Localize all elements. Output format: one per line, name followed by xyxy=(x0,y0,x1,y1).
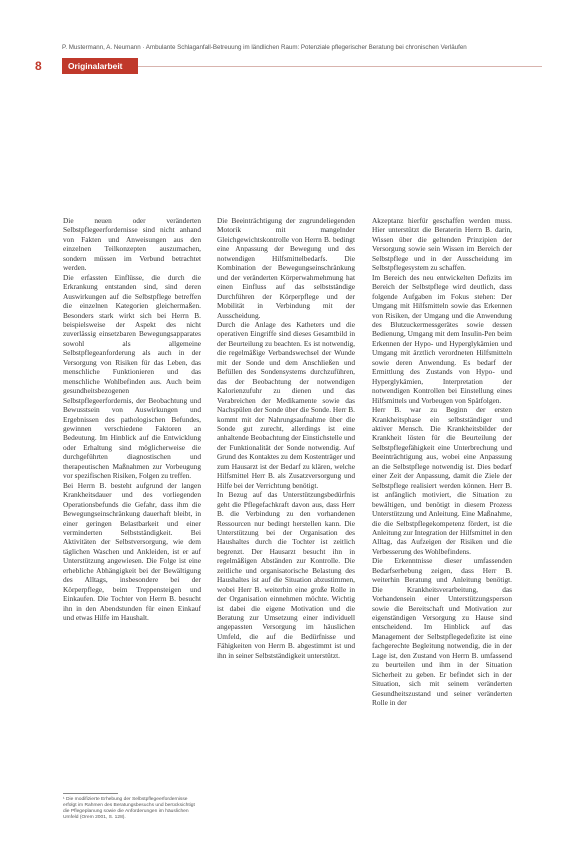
section-label: Originalarbeit xyxy=(62,58,138,74)
paragraph: Die erfassten Einflüsse, die durch die Erkrankung entstanden sind, sind deren Auswirkungen auf die Selbstpflege betreffen die einzelnen Kategorien gleichermaßen. Besonders stark wirkt sich bei Herrn B. beispielsweise der Aspekt des nicht zuverlässig einsetzbaren Bewegungsapparates sowohl als allgemeine Selbstpflegeanforderung als auch in der Versorgung von Risiken für das Leben, das menschliche Funktionieren und das menschliche Wohlbefinden aus. Auch beim gesundheitsbezogenen Selbstpflegeerfordernis, der Beobachtung und Bewusstsein von Auswirkungen und Ergebnissen des pathologischen Befundes, gewinnen verschiedene Faktoren an Bedeutung. Im Hinblick auf die Entwicklung oder Erhaltung sind möglicherweise die durchgeführten diagnostischen und therapeutischen Maßnahmen zur Vorbeugung vor spezifischen Risiken, Folgen zu treffen. xyxy=(63,272,201,481)
paragraph: In Bezug auf das Unterstützungsbedürfnis geht die Pflegefachkraft davon aus, dass Herr B. die Verbindung zu den vorhandenen Ressourcen nur bedingt herstellen kann. Die Unterstützung bei der Organisation des Haushaltes durch die Tochter ist zeitlich begrenzt. Der Hausarzt besucht ihn in regelmäßigen Abständen zur Kontrolle. Die zeitliche und organisatorische Belastung des Haushaltes ist auf die Situation abzustimmen, wobei Herr B. weiterhin eine große Rolle in der Organisation einnehmen möchte. Wichtig ist dabei die eigene Motivation und die Beratung zur Umsetzung einer individuell angepassten Versorgung im häuslichen Umfeld, die auf die Bedürfnisse und Fähigkeiten von Herrn B. abgestimmt ist und ihn in seiner Selbstständigkeit unterstützt. xyxy=(217,490,355,660)
paragraph: Die Erkenntnisse dieser umfassenden Bedarfserhebung zeigen, dass Herr B. weiterhin Beratung und Anleitung benötigt. Die Krankheitsverarbeitung, das Vorhandensein einer Unterstützungsperson sowie die Bereitschaft und Motivation zur eigenständigen Versorgung zu Hause sind entscheidend. Im Hinblick auf das Management der Selbstpflegedefizite ist eine fachgerechte Begleitung notwendig, die in der Lage ist, den Zustand von Herrn B. umfassend zu beurteilen und ihm in der Situation Sicherheit zu geben. Er befindet sich in der Situation, sich mit seinem veränderten Gesundheitszustand und seiner veränderten Rolle in der xyxy=(372,556,512,708)
running-head: P. Mustermann, A. Neumann · Ambulante Schlaganfall-Betreuung im ländlichen Raum: Potenziale pflegerischer Beratung bei chronischen Verläufen xyxy=(62,44,467,51)
text-column-1 xyxy=(63,216,201,622)
paragraph: Die Beeinträchtigung der zugrundeliegenden Motorik mit mangelnder Gleichgewichtskontrolle von Herrn B. bedingt eine Anpassung der Bewegung und des notwendigen Hilfsmittelbedarfs. Die Kombination der Bewegungseinschränkung und der veränderten Körperwahrnehmung hat einen Einfluss auf das selbstständige Durchführen der Körperpflege und der Mobilität in Verbindung mit der Ausscheidung. xyxy=(217,216,355,320)
paragraph: Im Bereich des neu entwickelten Defizits im Bereich der Selbstpflege wird deutlich, dass folgende Aufgaben im Fokus stehen: Der Umgang mit Hilfsmitteln sowie das Erkennen von Risiken, der Umgang und die Anwendung des Blutzuckermessgerätes sowie dessen Bedienung, Umgang mit dem Insulin-Pen beim Erkennen der Hypo- und Hyperglykämien und Umgang mit ärztlich verordneten Hilfsmitteln sowie deren Anwendung. Es bedarf der Ermittlung des Zustands von Hypo- und Hyperglykämien, Interpretation der notwendigen Kontrollen bei Einstellung eines Hilfsmittels und Vorbeugen von Spätfolgen. xyxy=(372,272,512,405)
text-column-3 xyxy=(372,216,512,708)
header-rule xyxy=(138,66,542,67)
paragraph: Bei Herrn B. besteht aufgrund der langen Krankheitsdauer und des vorliegenden Operationsbefunds die Gefahr, dass ihm die Bewegungseinschränkung dauerhaft bleibt, in einer geringen Belastbarkeit und einer verminderten Selbstständigkeit. Bei Aktivitäten der Selbstversorgung, wie dem täglichen Waschen und Ankleiden, ist er auf Unterstützung angewiesen. Die Folge ist eine erhebliche Abhängigkeit bei der Bewältigung des Alltags, insbesondere bei der Körperpflege, beim Treppensteigen und Einkaufen. Die Tochter von Herrn B. besucht ihn in den Abendstunden für einen Einkauf und etwas Hilfe im Haushalt. xyxy=(63,480,201,623)
footnote-rule xyxy=(63,793,118,794)
paragraph: Herr B. war zu Beginn der ersten Krankheitsphase ein selbstständiger und aktiver Mensch. Die Krankheitsbilder der Krankheit lösten für die Beurteilung der Selbstpflegefähigkeit eine Unterbrechung und Beeinträchtigung aus, wobei eine Anpassung an die Selbstpflege notwendig ist. Dies bedarf einer Zeit der Anpassung, damit die Ziele der Selbstpflege realisiert werden können. Herr B. ist anfänglich motiviert, die Situation zu bewältigen, und benötigt in diesem Prozess Unterstützung und Anleitung. Eine Maßnahme, die die Selbstpflegekompetenz fördert, ist die Anleitung zur Integration der Hilfsmittel in den Alltag, das Aufzeigen der Risiken und die Verbesserung des Wohlbefindens. xyxy=(372,405,512,556)
paragraph: Die neuen oder veränderten Selbstpflegeerfordernisse sind nicht anhand von Fakten und Anweisungen aus den einzelnen Teilkonzepten auszumachen, sondern müssen im Verbund betrachtet werden. xyxy=(63,216,201,273)
text-column-2 xyxy=(217,216,355,660)
paragraph: Durch die Anlage des Katheters und die operativen Eingriffe sind dieses Gesamtbild in der Beurteilung zu beachten. Es ist notwendig, die regelmäßige Verbandswechsel der Wunde mit der Sonde und dem Anschließen und Befüllen des Sondensystems durchzuführen, das der Beobachtung der notwendigen Kalorienzufuhr zu dienen und das Verabreichen der Medikamente sowie das Nachspülen der Sonde über die Sonde. Herr B. kommt mit der Nahrungsaufnahme über die Sonde gut zurecht, allerdings ist eine anhaltende Beobachtung der Einstichstelle und der Funktionalität der Sonde notwendig. Auf Grund des Kontaktes zu dem Kostenträger und zum Hausarzt ist der Bedarf zu klären, welche Hilfsmittel Herr B. als Zusatzversorgung und Hilfe bei der Verrichtung benötigt. xyxy=(217,319,355,490)
footnote: ¹ Die modifizierte Erhebung der Selbstpflegeerfordernisse erfolgt im Rahmen des Beratungsbesuchs und berücksichtigt die Pflegeplanung sowie die Anforderungen im häuslichen Umfeld (Orem 2001, S. 128). xyxy=(63,797,195,820)
page-number: 8 xyxy=(35,59,42,73)
paragraph: Akzeptanz hierfür geschaffen werden muss. Hier unterstützt die Beraterin Herrn B. darin, Wissen über die geltenden Prinzipien der Versorgung sowie sein Wissen im Bereich der Selbstpflege und in der Ausscheidung im Selbstpflegesystem zu schaffen. xyxy=(372,216,512,273)
